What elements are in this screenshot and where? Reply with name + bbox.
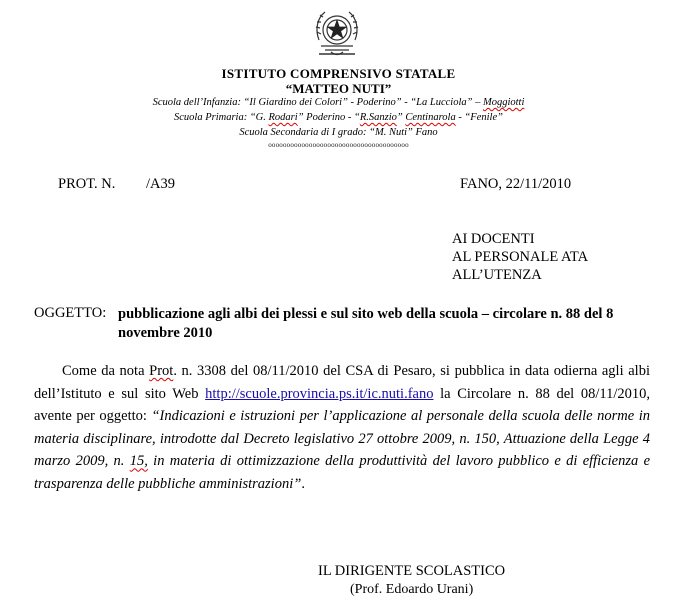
document-date: FANO, 22/11/2010 <box>460 176 572 192</box>
body-text-2: . n. 3308 del 08/11/2010 del CSA di Pesaro, si pubblica in data odierna agli albi dell’Istituto e sul sito Web <box>34 363 650 402</box>
recipient-teachers: AI DOCENTI <box>452 231 535 247</box>
protocol-code: /A39 <box>146 176 175 192</box>
school-infanzia-text: Scuola dell’Infanzia: “Il Giardino dei Colori” - Poderino” - “La Lucciola” – <box>152 97 483 108</box>
school-website-link[interactable]: http://scuole.provincia.ps.it/ic.nuti.fano <box>205 385 434 402</box>
recipient-public: ALL’UTENZA <box>452 267 542 283</box>
signer-title: IL DIRIGENTE SCOLASTICO <box>318 563 506 579</box>
primaria-part-f: Centinarola <box>405 112 456 123</box>
body-text-1: Come da nota <box>62 363 150 379</box>
circular-title-1: “Indicazioni e istruzioni per l’applicazione al personale della scuola delle norme in materia disciplinare, introdotte dal Decreto legislativo 27 ottobre 2009, n. 150, Attuazione della Legge 4 marzo 2009, n. <box>34 408 650 470</box>
school-primaria-line <box>0 112 677 123</box>
body-text-3: la Circolare n. 88 del 08/11/2010, avente per oggetto: <box>34 385 650 425</box>
school-infanzia-misspelled: Moggiotti <box>482 97 525 108</box>
signer-name: (Prof. Edoardo Urani) <box>350 582 474 597</box>
italian-republic-emblem-icon <box>311 4 363 60</box>
institute-type: ISTITUTO COMPRENSIVO STATALE <box>221 66 456 81</box>
header-separator: oooooooooooooooooooooooooooooooooooooo <box>268 141 409 149</box>
recipient-ata-staff: AL PERSONALE ATA <box>452 249 589 265</box>
primaria-part-d: R.Sanzio <box>359 112 397 123</box>
school-secondaria-line: Scuola Secondaria di I grado: “M. Nuti” Fano <box>239 127 438 138</box>
body-end-period: . <box>301 475 305 492</box>
protocol-label: PROT. N. <box>58 176 116 192</box>
primaria-part-e: ” <box>396 112 406 123</box>
primaria-part-c: ” Poderino - “ <box>297 112 360 123</box>
institute-name: “MATTEO NUTI” <box>285 81 392 96</box>
circular-title-3: in materia di ottimizzazione della produttività del lavoro pubblico e di efficienza e trasparenza delle pubbliche amministrazioni” <box>34 453 651 492</box>
circular-title-2: 15, <box>129 453 148 470</box>
school-infanzia-line <box>0 97 677 108</box>
primaria-part-g: - “Fenile” <box>455 112 503 123</box>
primaria-part-a: Scuola Primaria: “G. <box>174 112 269 123</box>
subject-text: pubblicazione agli albi dei plessi e sul sito web della scuola – circolare n. 88 del 8 novembre 2010 <box>118 306 614 341</box>
body-text-prot: Prot <box>149 363 174 379</box>
body-paragraph <box>34 360 650 496</box>
primaria-part-b: Rodari <box>268 112 298 123</box>
subject-label: OGGETTO: <box>34 305 107 321</box>
